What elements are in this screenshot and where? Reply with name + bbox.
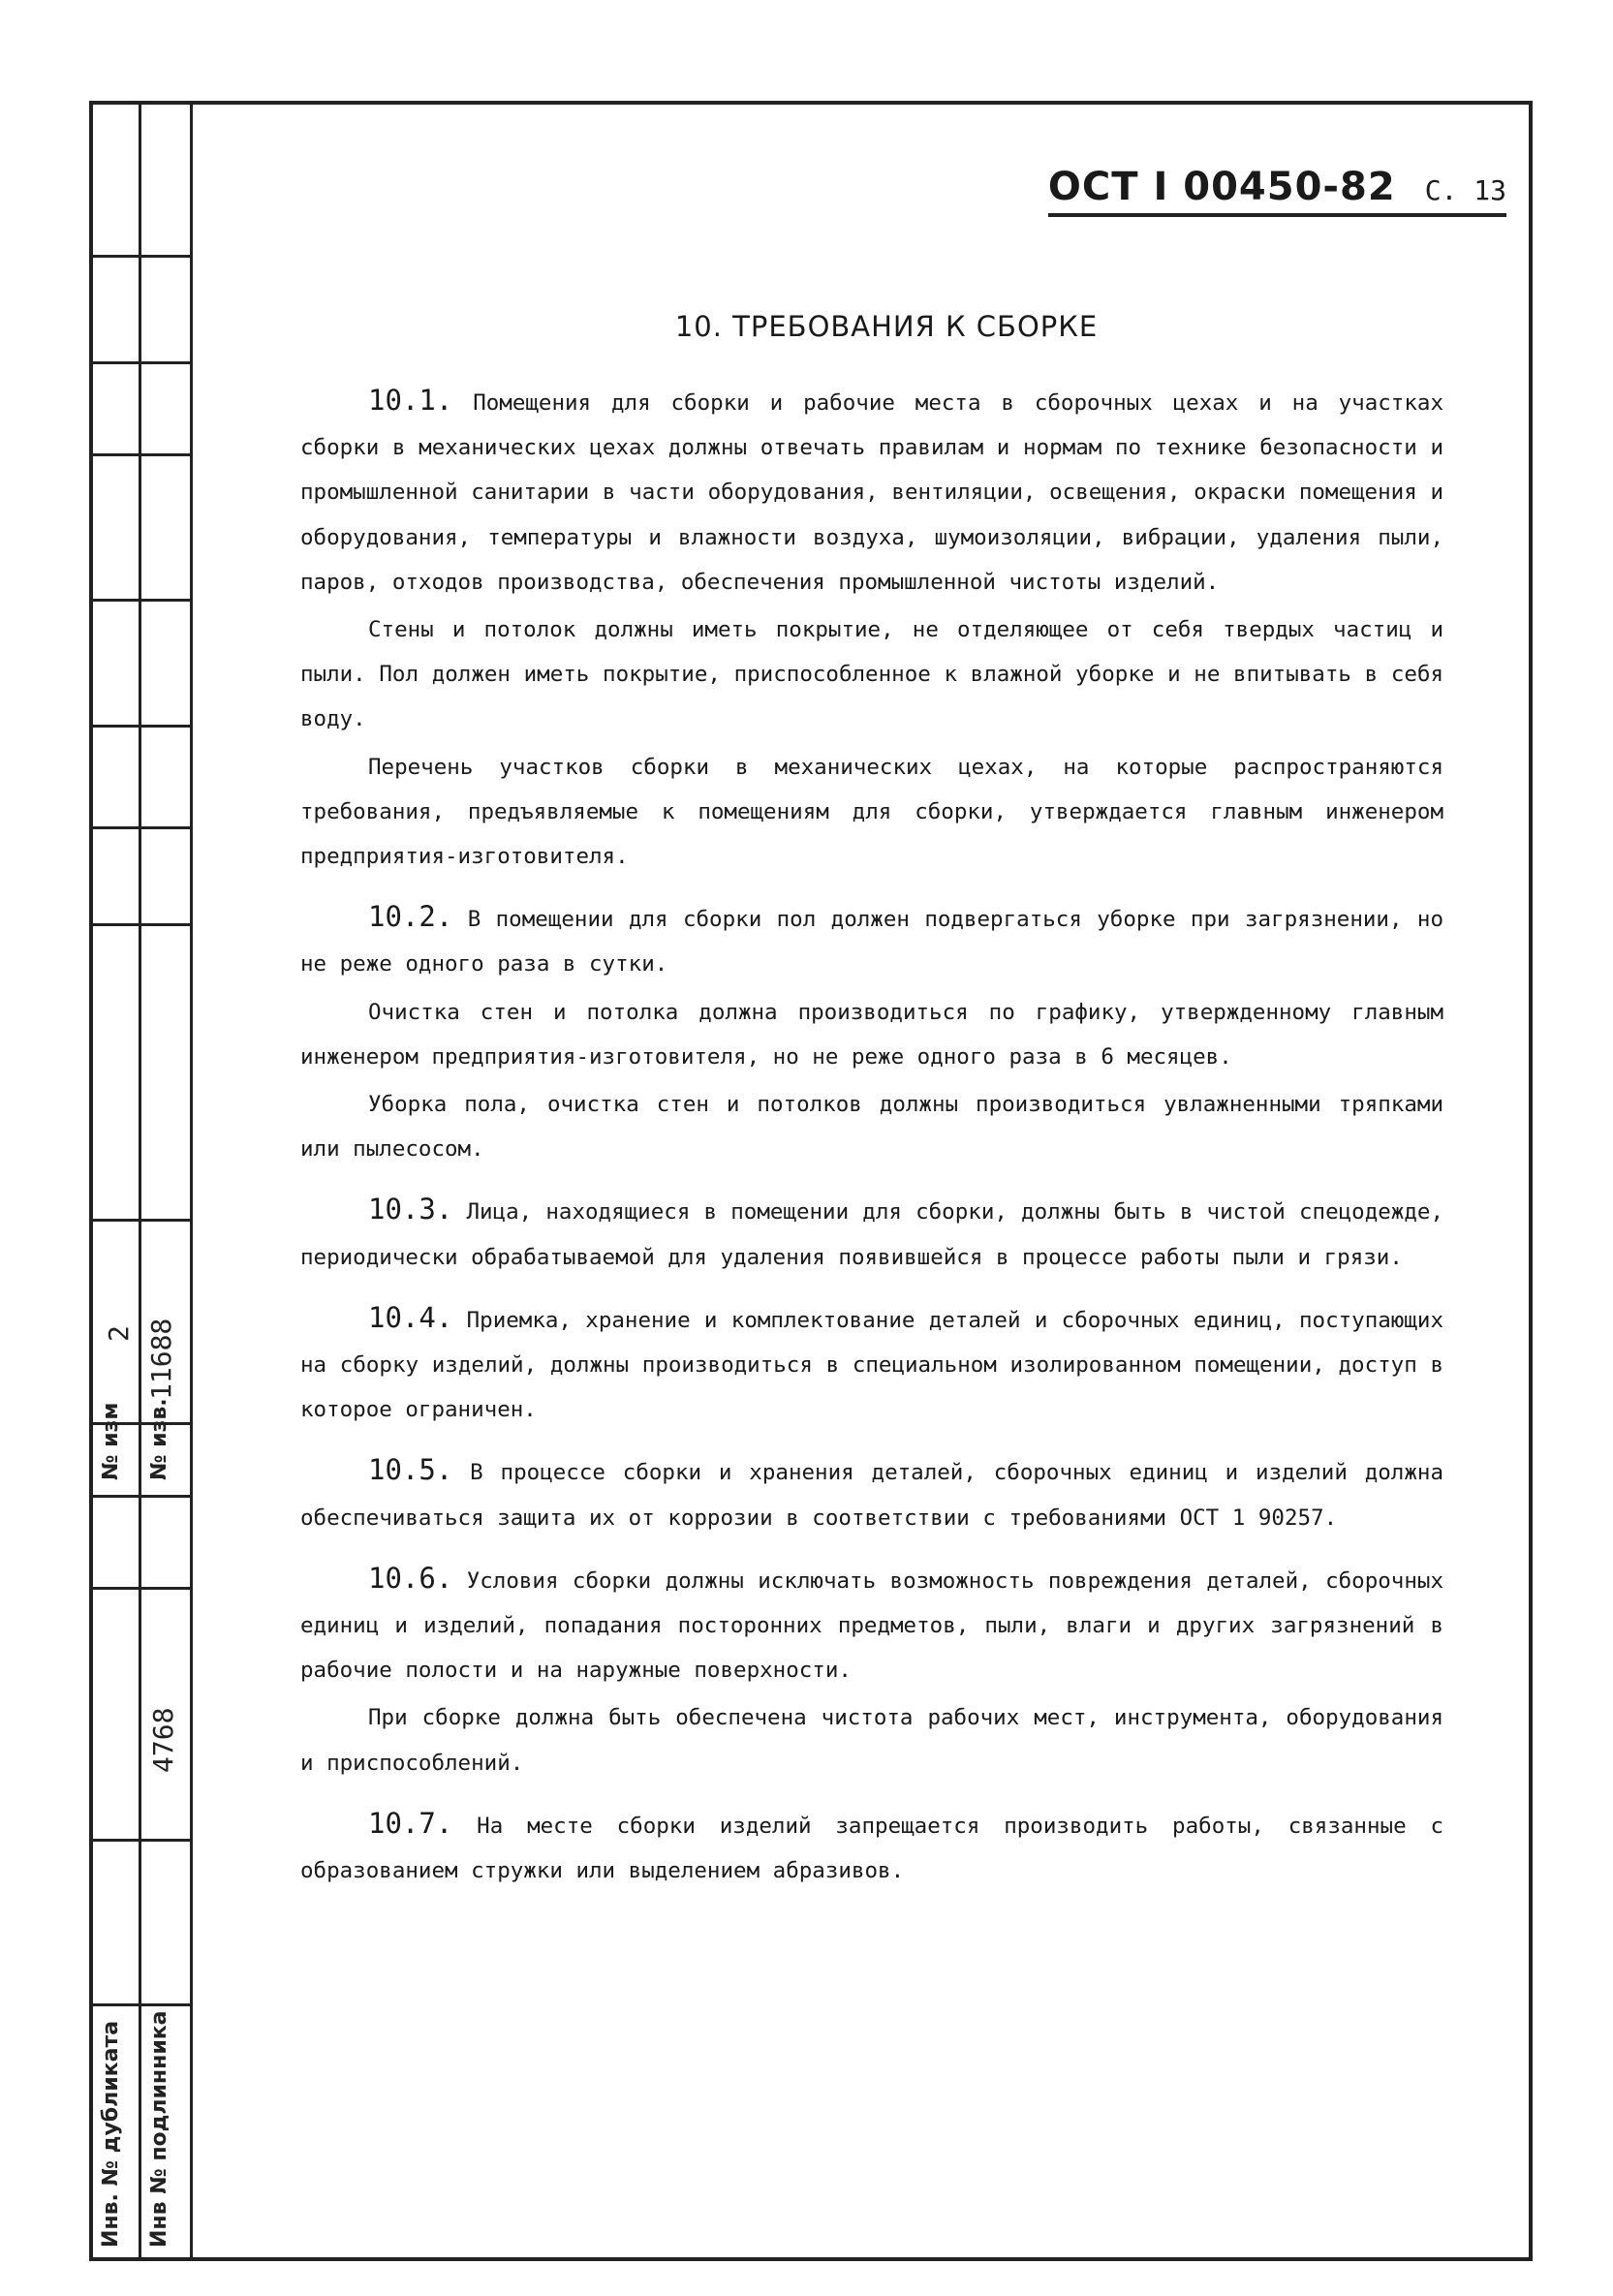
margin-value-izv: 11688 (145, 1318, 177, 1400)
margin-divider (93, 1219, 193, 1222)
margin-divider (93, 923, 193, 926)
margin-divider (93, 361, 193, 364)
page-number: С. 13 (1424, 174, 1506, 206)
paragraph: 10.5. В процессе сборки и хранения деталей, сборочных единиц и изделий должна обеспечиваться защита их от коррозии в соответствии с требованиями ОСТ 1 90257. (300, 1453, 1443, 1531)
margin-column-left (93, 105, 141, 2257)
paragraph: Очистка стен и потолка должна производиться по графику, утвержденному главным инженером предприятия-изготовителя, но не реже одного раза в 6 месяцев. (300, 999, 1443, 1070)
margin-value-izm: 2 (103, 1325, 135, 1342)
margin-divider (93, 255, 193, 258)
margin-label-inv-duplicate: Инв. № дубликата (99, 2020, 123, 2248)
paragraph: 10.7. На месте сборки изделий запрещается производить работы, связанные с образованием стружки или выделением абразивов. (300, 1806, 1443, 1884)
margin-divider (93, 1495, 193, 1498)
paragraph: 10.3. Лица, находящиеся в помещении для сборки, должны быть в чистой спецодежде, периодически обрабатываемой для удаления появившейся в процессе работы пыли и грязи. (300, 1193, 1443, 1270)
margin-divider (93, 725, 193, 728)
margin-divider (93, 599, 193, 602)
paragraph: 10.2. В помещении для сборки пол должен подвергаться уборке при загрязнении, но не реже одного раза в сутки. (300, 900, 1443, 977)
document-body (300, 378, 1443, 1893)
paragraph: Стены и потолок должны иметь покрытие, не отделяющее от себя твердых частиц и пыли. Пол должен иметь покрытие, приспособленное к влажной уборке и не впитывать в себя воду. (300, 617, 1443, 732)
margin-column-right (141, 105, 193, 2257)
margin-label-izv: № изв. (147, 1398, 171, 1480)
margin-label-inv-original: Инв № подлинника (147, 2010, 171, 2248)
margin-divider (93, 1587, 193, 1590)
page-header (1048, 165, 1506, 217)
margin-divider (93, 453, 193, 456)
standard-code: ОСТ I 00450-82 (1047, 165, 1396, 209)
paragraph: 10.4. Приемка, хранение и комплектование деталей и сборочных единиц, поступающих на сборку изделий, должны производиться в специальном изолированном помещении, доступ в которое ограничен. (300, 1300, 1443, 1423)
margin-divider (93, 2003, 193, 2006)
margin-value-inv: 4768 (147, 1707, 179, 1773)
paragraph: 10.1. Помещения для сборки и рабочие места в сборочных цехах и на участках сборки в механических цехах должны отвечать правилам и нормам по технике безопасности и промышленной санитарии в части оборудования, вентиляции, освещения, окраски помещения и оборудования, температуры и влажности воздуха, шумоизоляции, вибрации, удаления пыли, паров, отходов производства, обеспечения промышленной чистоты изделий. (300, 384, 1443, 595)
margin-divider (93, 1839, 193, 1842)
paragraph: 10.6. Условия сборки должны исключать возможность повреждения деталей, сборочных единиц и изделий, попадания посторонних предметов, пыли, влаги и других загрязнений в рабочие полости и на наружные поверхности. (300, 1561, 1443, 1684)
paragraph: Перечень участков сборки в механических цехах, на которые распространяются требования, предъявляемые к помещениям для сборки, утверждается главным инженером предприятия-изготовителя. (300, 754, 1443, 870)
margin-divider (93, 826, 193, 829)
margin-label-izm: № изм (99, 1402, 123, 1480)
section-title: 10. ТРЕБОВАНИЯ К СБОРКЕ (674, 310, 1099, 343)
paragraph: Уборка пола, очистка стен и потолков должны производиться увлажненными тряпками или пылесосом. (300, 1092, 1443, 1163)
paragraph: При сборке должна быть обеспечена чистота рабочих мест, инструмента, оборудования и приспособлений. (300, 1705, 1443, 1776)
